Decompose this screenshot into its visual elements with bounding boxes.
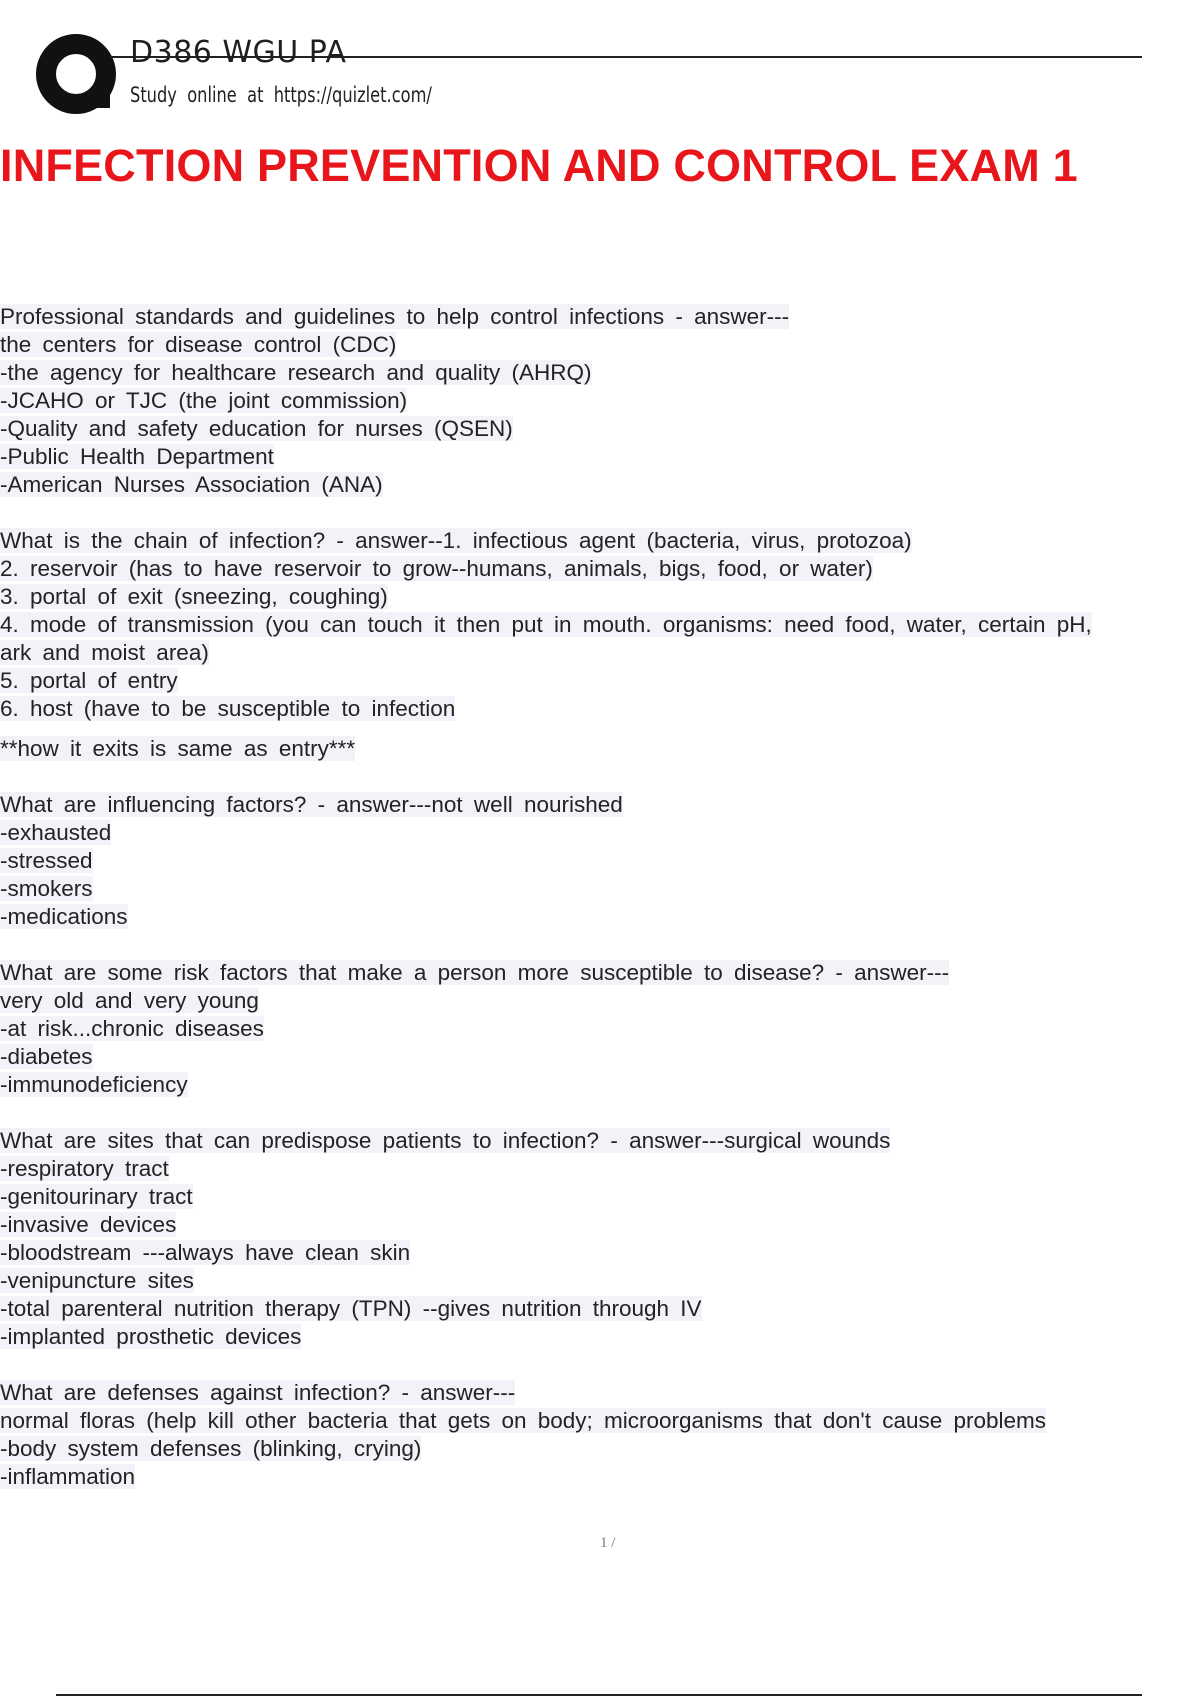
quizlet-logo-icon [34, 32, 142, 116]
answer-line: -genitourinary tract [0, 1184, 193, 1209]
answer-line: -the agency for healthcare research and quality (AHRQ) [0, 360, 592, 385]
answer-line: the centers for disease control (CDC) [0, 332, 397, 357]
answer-line: -Quality and safety education for nurses (QSEN) [0, 416, 513, 441]
question-line: What are sites that can predispose patients to infection? - answer---surgical wounds [0, 1128, 891, 1153]
qa-block-5 [0, 1127, 1200, 1351]
answer-line: -JCAHO or TJC (the joint commission) [0, 388, 408, 413]
answer-line: 6. host (have to be susceptible to infection [0, 696, 456, 721]
answer-line: 4. mode of transmission (you can touch it then put in mouth. organisms: need food, water, certain pH, [0, 612, 1092, 637]
answer-line: -stressed [0, 848, 93, 873]
answer-line: -American Nurses Association (ANA) [0, 472, 383, 497]
answer-line: 5. portal of entry [0, 668, 178, 693]
answer-line: -Public Health Department [0, 444, 274, 469]
question-line: What are defenses against infection? - answer--- [0, 1380, 516, 1405]
answer-line: -medications [0, 904, 128, 929]
qa-block-4 [0, 959, 1200, 1099]
document-title: INFECTION PREVENTION AND CONTROL EXAM 1 [0, 140, 1078, 191]
question-line: What is the chain of infection? - answer--1. infectious agent (bacteria, virus, protozoa) [0, 528, 912, 553]
question-line: Professional standards and guidelines to help control infections - answer--- [0, 304, 790, 329]
header-subtitle: Study online at https://quizlet.com/ [130, 83, 432, 107]
page-header [30, 28, 1142, 112]
answer-line: 2. reservoir (has to have reservoir to grow--humans, animals, bigs, food, or water) [0, 556, 873, 581]
answer-line: -immunodeficiency [0, 1072, 188, 1097]
qa-block-6 [0, 1379, 1200, 1491]
qa-block-1 [0, 303, 1200, 499]
answer-line: -implanted prosthetic devices [0, 1324, 302, 1349]
page-number: 1 / [600, 1535, 616, 1551]
answer-line: -bloodstream ---always have clean skin [0, 1240, 411, 1265]
answer-line: -total parenteral nutrition therapy (TPN) --gives nutrition through IV [0, 1296, 702, 1321]
answer-line: -diabetes [0, 1044, 93, 1069]
qa-block-3 [0, 791, 1200, 931]
answer-line: -respiratory tract [0, 1156, 169, 1181]
question-line: What are influencing factors? - answer---not well nourished [0, 792, 623, 817]
answer-line: ark and moist area) [0, 640, 209, 665]
answer-line: -inflammation [0, 1464, 136, 1489]
answer-line: very old and very young [0, 988, 259, 1013]
footer-rule [56, 1694, 1142, 1696]
answer-line: -venipuncture sites [0, 1268, 194, 1293]
header-title: D386 WGU PA [130, 35, 347, 70]
answer-line: -invasive devices [0, 1212, 177, 1237]
qa-block-2 [0, 527, 1200, 763]
answer-line: -body system defenses (blinking, crying) [0, 1436, 422, 1461]
answer-line: -exhausted [0, 820, 112, 845]
answer-line: -smokers [0, 876, 93, 901]
answer-line: 3. portal of exit (sneezing, coughing) [0, 584, 388, 609]
answer-line: normal floras (help kill other bacteria that gets on body; microorganisms that don't cause problems [0, 1408, 1047, 1433]
answer-line: **how it exits is same as entry*** [0, 736, 356, 761]
answer-line: -at risk...chronic diseases [0, 1016, 264, 1041]
question-line: What are some risk factors that make a person more susceptible to disease? - answer--- [0, 960, 950, 985]
document-body [0, 303, 1200, 1519]
